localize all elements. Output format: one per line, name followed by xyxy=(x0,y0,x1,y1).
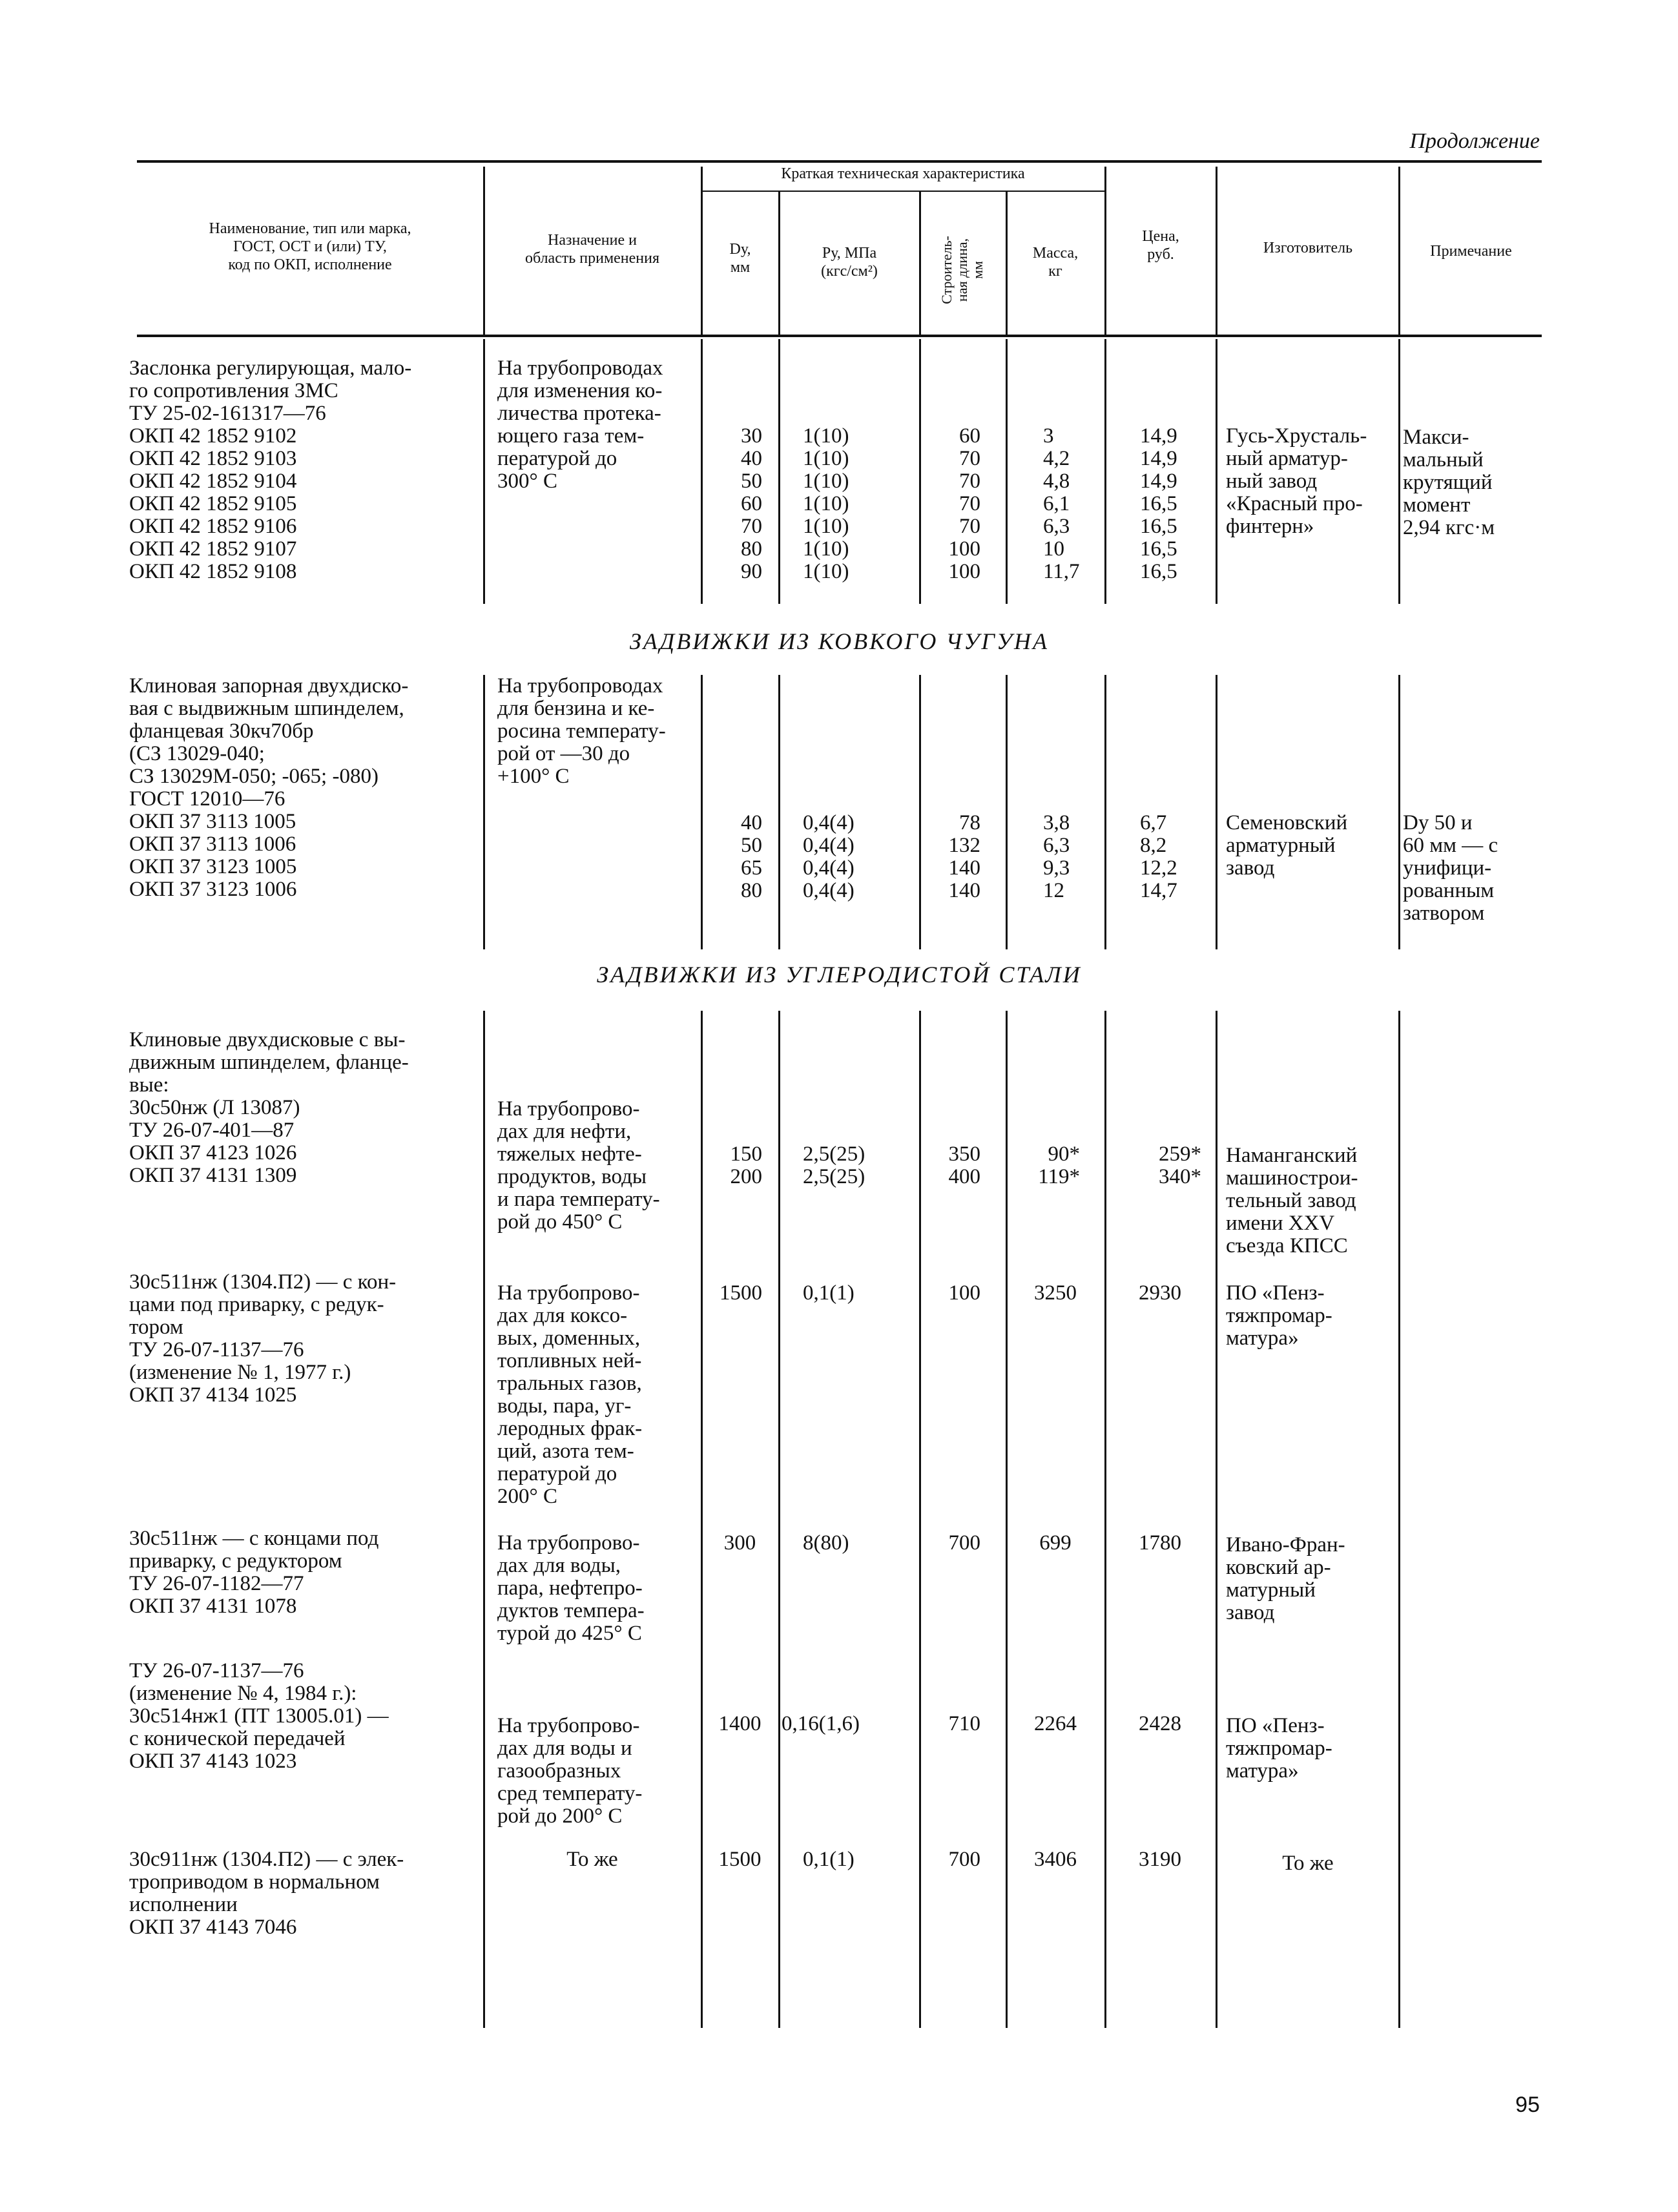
column-divider xyxy=(483,675,485,949)
item-price: 259* 340* xyxy=(1159,1142,1201,1188)
item-purpose: На трубопрово- дах для воды и газообразных сред температу- рой до 200° С xyxy=(497,1714,643,1828)
header-note: Примечание xyxy=(1430,243,1512,260)
section-heading: ЗАДВИЖКИ ИЗ УГЛЕРОДИСТОЙ СТАЛИ xyxy=(597,962,1082,987)
item-length: 700 xyxy=(948,1848,980,1871)
item-dy: 1400 xyxy=(718,1712,761,1735)
item-maker: Семеновский арматурный завод xyxy=(1226,811,1348,880)
item-name: 30с511нж (1304.П2) — с кон- цами под приварку, с редук- тором ТУ 26-07-1137—76 (изменение № 1, 1977 г.) ОКП 37 4134 1025 xyxy=(129,1270,397,1407)
header-divider xyxy=(1104,167,1106,335)
item-price: 14,9 14,9 14,9 16,5 16,5 16,5 16,5 xyxy=(1140,424,1177,583)
header-price: Цена, руб. xyxy=(1142,228,1179,263)
item-length: 100 xyxy=(948,1281,980,1305)
item-mass: 3250 xyxy=(1034,1281,1077,1305)
item-name: 30с911нж (1304.П2) — с элек- троприводом в нормальном исполнении ОКП 37 4143 7046 xyxy=(129,1848,404,1939)
column-divider xyxy=(778,1011,780,2028)
column-divider xyxy=(1006,339,1008,604)
item-maker: Гусь-Хрусталь- ный арматур- ный завод «Красный про- финтерн» xyxy=(1226,424,1367,538)
item-dy: 1500 xyxy=(720,1281,762,1305)
item-dy: 300 xyxy=(723,1531,756,1555)
column-divider xyxy=(778,339,780,604)
item-mass: 3406 xyxy=(1034,1848,1077,1871)
column-divider xyxy=(483,1011,485,2028)
header-dy: Dу, мм xyxy=(729,241,751,276)
table-top-rule xyxy=(137,160,1542,163)
column-divider xyxy=(701,1011,703,2028)
item-price: 2930 xyxy=(1139,1281,1181,1305)
header-mass: Масса, кг xyxy=(1032,245,1079,280)
column-divider xyxy=(701,339,703,604)
item-mass: 3,8 6,3 9,3 12 xyxy=(1043,811,1070,902)
column-divider xyxy=(1216,1011,1217,2028)
section-heading: ЗАДВИЖКИ ИЗ КОВКОГО ЧУГУНА xyxy=(629,628,1050,654)
item-maker: ПО «Пенз- тяжпромар- матура» xyxy=(1226,1714,1332,1783)
item-name: Клиновые двухдисковые с вы- движным шпинделем, фланце- вые: 30с50нж (Л 13087) ТУ 26-07-401—87 ОКП 37 4123 1026 ОКП 37 4131 1309 xyxy=(129,1028,409,1187)
group-header-rule xyxy=(701,191,1104,192)
item-maker: Ивано-Фран- ковский ар- матурный завод xyxy=(1226,1533,1345,1624)
column-divider xyxy=(778,675,780,949)
item-dy: 40 50 65 80 xyxy=(741,811,762,902)
column-divider xyxy=(1104,675,1106,949)
item-maker: Наманганский машинострои- тельный завод имени XXV съезда КПСС xyxy=(1226,1144,1358,1257)
column-divider xyxy=(1398,339,1400,604)
item-mass: 2264 xyxy=(1034,1712,1077,1735)
item-name: Заслонка регулирующая, мало- го сопротивления ЗМС ТУ 25-02-161317—76 ОКП 42 1852 9102 ОКП 42 1852 9103 ОКП 42 1852 9104 ОКП 42 1852 9105 ОКП 42 1852 9106 ОКП 42 1852 9107 ОКП 42 1852 9108 xyxy=(129,357,412,583)
column-divider xyxy=(1216,339,1217,604)
item-name: 30с511нж — с концами под приварку, с редуктором ТУ 26-07-1182—77 ОКП 37 4131 1078 xyxy=(129,1527,379,1618)
item-py: 0,4(4) 0,4(4) 0,4(4) 0,4(4) xyxy=(803,811,855,902)
header-py: Pу, МПа (кгс/см²) xyxy=(821,245,878,280)
item-length: 78 132 140 140 xyxy=(948,811,980,902)
item-length: 60 70 70 70 70 100 100 xyxy=(948,424,980,583)
column-divider xyxy=(919,339,921,604)
item-length: 710 xyxy=(948,1712,980,1735)
item-maker: То же xyxy=(1282,1852,1334,1875)
header-name: Наименование, тип или марка, ГОСТ, ОСТ и (или) ТУ, код по ОКП, исполнение xyxy=(209,220,411,273)
item-price: 2428 xyxy=(1139,1712,1181,1735)
item-name: Клиновая запорная двухдиско- вая с выдвижным шпинделем, фланцевая 30кч70бр (СЗ 13029-040; СЗ 13029М-050; -065; -080) ГОСТ 12010—76 ОКП 37 3113 1005 ОКП 37 3113 1006 ОКП 37 3123 1005 ОКП 37 3123 1006 xyxy=(129,674,409,901)
column-divider xyxy=(1398,1011,1400,2028)
header-divider xyxy=(1216,167,1217,335)
item-purpose: На трубопрово- дах для коксо- вых, доменных, топливных ней- тральных газов, воды, пара, уг- леродных фрак- ций, азота тем- пературой до 200° С xyxy=(497,1281,643,1508)
item-purpose: То же xyxy=(566,1848,618,1871)
item-price: 1780 xyxy=(1139,1531,1181,1555)
item-note: Макси- мальный крутящий момент 2,94 кгс·м xyxy=(1403,426,1495,539)
header-divider xyxy=(701,167,703,335)
item-dy: 30 40 50 60 70 80 90 xyxy=(741,424,762,583)
header-purpose: Назначение и область применения xyxy=(524,232,660,267)
column-divider xyxy=(1006,1011,1008,2028)
continuation-label: Продолжение xyxy=(1409,129,1540,153)
item-maker: ПО «Пенз- тяжпромар- матура» xyxy=(1226,1281,1332,1350)
column-divider xyxy=(701,675,703,949)
item-py: 1(10) 1(10) 1(10) 1(10) 1(10) 1(10) 1(10) xyxy=(803,424,849,583)
item-mass: 3 4,2 4,8 6,1 6,3 10 11,7 xyxy=(1043,424,1080,583)
item-purpose: На трубопроводах для изменения ко- личества протека- ющего газа тем- пературой до 300° С xyxy=(497,357,663,493)
item-purpose: На трубопрово- дах для воды, пара, нефтепро- дуктов темпера- турой до 425° С xyxy=(497,1531,645,1645)
header-divider xyxy=(919,192,921,335)
item-dy: 1500 xyxy=(718,1848,761,1871)
header-divider xyxy=(778,192,780,335)
item-py: 2,5(25) 2,5(25) xyxy=(803,1142,865,1188)
column-divider xyxy=(919,1011,921,2028)
page-number: 95 xyxy=(1515,2093,1540,2117)
column-divider xyxy=(1006,675,1008,949)
item-mass: 90* 119* xyxy=(1038,1142,1080,1188)
column-divider xyxy=(483,339,485,604)
item-price: 3190 xyxy=(1139,1848,1181,1871)
item-length: 350 400 xyxy=(948,1142,980,1188)
item-name: ТУ 26-07-1137—76 (изменение № 4, 1984 г.): 30с514нж1 (ПТ 13005.01) — с конической передачей ОКП 37 4143 1023 xyxy=(129,1659,389,1773)
item-purpose: На трубопроводах для бензина и ке- росина температу- рой от —30 до +100° С xyxy=(497,674,666,788)
item-py: 8(80) xyxy=(803,1531,849,1555)
item-mass: 699 xyxy=(1039,1531,1072,1555)
header-maker: Изготовитель xyxy=(1263,240,1353,256)
column-divider xyxy=(919,675,921,949)
column-divider xyxy=(1398,675,1400,949)
header-divider xyxy=(483,167,485,335)
item-py: 0,1(1) xyxy=(803,1848,855,1871)
column-divider xyxy=(1104,1011,1106,2028)
column-divider xyxy=(1104,339,1106,604)
item-py: 0,1(1) xyxy=(803,1281,855,1305)
item-py: 0,16(1,6) xyxy=(782,1712,860,1735)
header-length: Строитель- ная длина, мм xyxy=(938,236,986,304)
header-bottom-rule xyxy=(137,335,1542,337)
header-tech-group: Краткая техническая характеристика xyxy=(781,165,1025,182)
column-divider xyxy=(1216,675,1217,949)
item-purpose: На трубопрово- дах для нефти, тяжелых нефте- продуктов, воды и пара температу- рой до 450° С xyxy=(497,1097,660,1234)
item-dy: 150 200 xyxy=(730,1142,762,1188)
item-price: 6,7 8,2 12,2 14,7 xyxy=(1140,811,1177,902)
item-note: Dу 50 и 60 мм — с унифици- рованным затвором xyxy=(1403,811,1498,925)
item-length: 700 xyxy=(948,1531,980,1555)
